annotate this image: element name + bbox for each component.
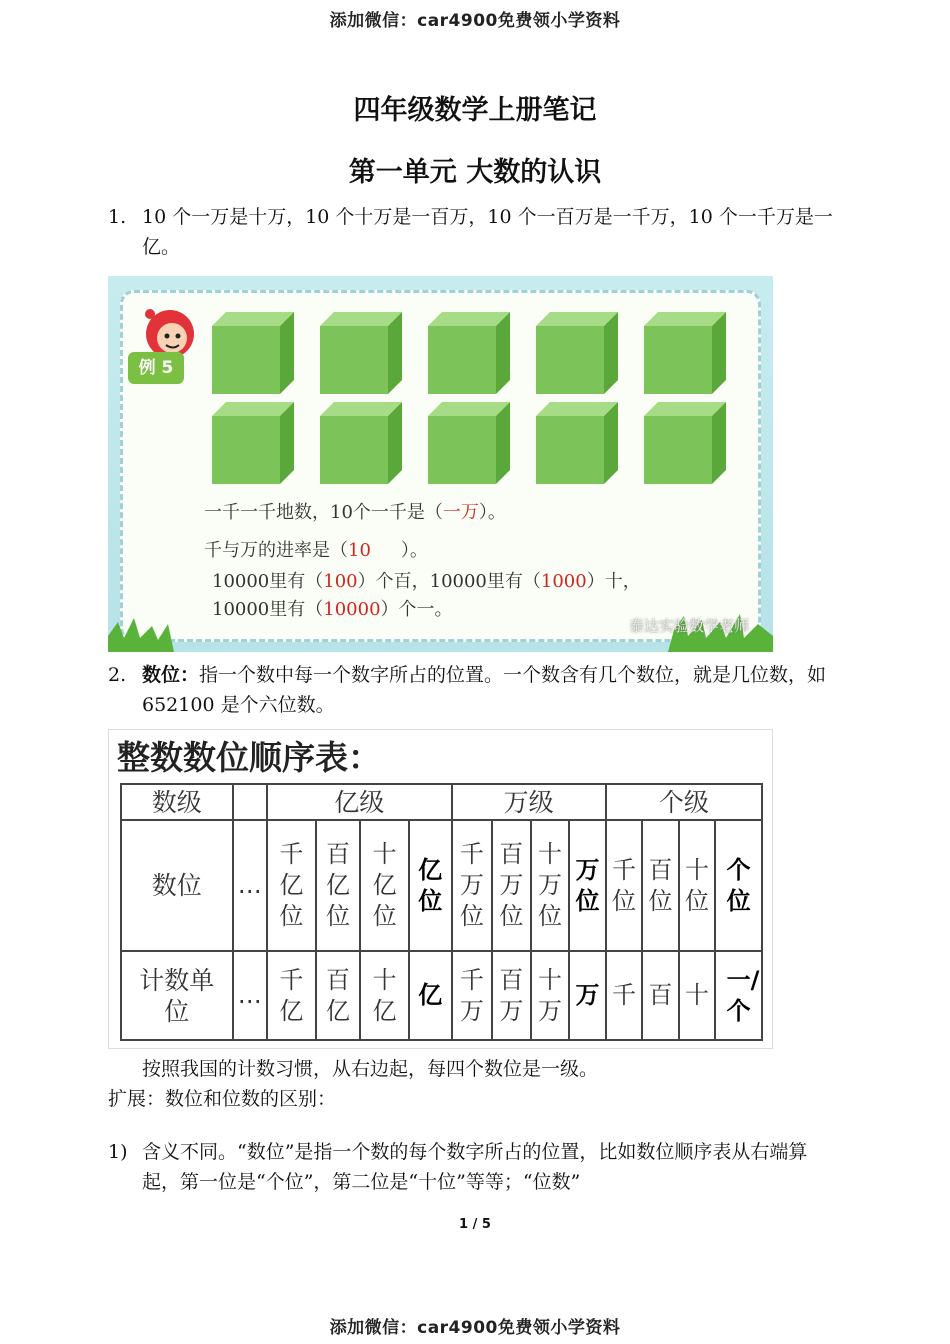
table-cell xyxy=(409,820,452,951)
example-text: ）。 xyxy=(400,540,428,561)
table-cell: … xyxy=(233,951,267,1040)
place-name: 十万位 xyxy=(537,840,562,931)
place-name: 千位 xyxy=(611,855,636,915)
table-cell xyxy=(316,820,361,951)
place-name: 千万位 xyxy=(459,840,484,931)
table-cell xyxy=(233,784,267,820)
term-label: 数位： xyxy=(142,664,200,686)
item-text xyxy=(108,660,838,720)
answer-text: 100 xyxy=(323,571,358,592)
table-cell xyxy=(606,820,643,951)
counting-unit: 万 xyxy=(575,981,600,1010)
table-cell xyxy=(409,951,452,1040)
list-item-1 xyxy=(108,202,838,262)
thousand-cube xyxy=(644,402,726,484)
table-cell xyxy=(360,820,409,951)
table-row xyxy=(121,784,762,820)
counting-unit: 千万 xyxy=(459,965,484,1025)
example-text: 10000里有（ xyxy=(212,599,324,620)
table-cell xyxy=(267,820,316,951)
example-text: ）。 xyxy=(478,502,506,523)
table-cell xyxy=(121,951,233,1040)
item-text: 10 个一万是十万，10 个十万是一百万，10 个一百万是一千万，10 个一千万是一亿。 xyxy=(142,206,833,258)
counting-unit: 十亿 xyxy=(372,965,397,1025)
item-text: 含义不同。“数位”是指一个数的每个数字所占的位置，比如数位顺序表从右端算起，第一位是“个位”，第二位是“十位”等等；“位数” xyxy=(142,1141,808,1193)
counting-unit: 亿 xyxy=(418,981,443,1010)
table-cell xyxy=(642,951,679,1040)
counting-unit: 千 xyxy=(611,981,636,1010)
table-cell xyxy=(531,820,570,951)
place-name: 十位 xyxy=(684,855,709,915)
place-name: 百位 xyxy=(648,855,673,915)
unit-title: 第一单元 大数的认识 xyxy=(348,157,602,188)
table-cell: 万级 xyxy=(452,784,606,820)
thousand-cube xyxy=(212,312,294,394)
table-cell xyxy=(679,951,716,1040)
counting-unit: 一/个 xyxy=(726,965,760,1025)
row-label: 计数单位 xyxy=(139,965,215,1026)
table-cell xyxy=(492,951,531,1040)
answer-text: 1000 xyxy=(540,571,587,592)
table-cell xyxy=(360,951,409,1040)
example-tag: 例 5 xyxy=(128,352,184,384)
table-cell xyxy=(492,820,531,951)
table-title: 整数数位顺序表： xyxy=(117,738,381,777)
counting-unit: 十 xyxy=(684,981,709,1010)
table-cell xyxy=(715,820,762,951)
example-text: ）个百，10000里有（ xyxy=(357,571,541,592)
example-text: 一千一千地数，10个一千是（ xyxy=(204,502,443,523)
footer-watermark: 添加微信：car4900免费领小学资料 xyxy=(329,1318,621,1338)
header-faint-text xyxy=(0,24,950,38)
image-credit: 泰达实验数学老师 xyxy=(628,617,749,635)
answer-text: 10000 xyxy=(323,599,381,620)
thousand-cube xyxy=(320,312,402,394)
example-line-1 xyxy=(204,498,506,524)
table-cell xyxy=(715,951,762,1040)
table-cell: 数位 xyxy=(121,820,233,951)
example-line-3 xyxy=(212,567,641,593)
item-number: 1. xyxy=(108,206,127,228)
term-definition: 指一个数中每一个数字所占的位置。一个数含有几个数位，就是几位数，如 652100 是个六位数。 xyxy=(142,664,827,716)
place-value-table xyxy=(120,783,763,1041)
table-cell xyxy=(452,820,493,951)
place-name: 亿位 xyxy=(418,855,443,915)
example-text: ）个一。 xyxy=(380,599,453,620)
table-cell xyxy=(569,951,606,1040)
table-cell xyxy=(679,820,716,951)
item-number: 2. xyxy=(108,664,127,686)
example-illustration xyxy=(108,276,773,652)
table-cell: 个级 xyxy=(606,784,762,820)
example-text: 千与万的进率是（ xyxy=(204,540,348,561)
header-watermark: 添加微信：car4900免费领小学资料 xyxy=(329,11,621,31)
thousand-cube xyxy=(536,312,618,394)
table-cell: 亿级 xyxy=(267,784,452,820)
paragraph-grouping: 按照我国的计数习惯，从右边起，每四个数位是一级。 xyxy=(142,1058,599,1080)
counting-unit: 百万 xyxy=(499,965,524,1025)
example-text: 10000里有（ xyxy=(212,571,324,592)
table-cell xyxy=(452,951,493,1040)
page-number: 1 / 5 xyxy=(459,1217,491,1232)
table-row xyxy=(121,820,762,951)
thousand-cube xyxy=(644,312,726,394)
table-cell xyxy=(267,951,316,1040)
table-cell xyxy=(642,820,679,951)
counting-unit: 百 xyxy=(648,981,673,1010)
place-name: 百亿位 xyxy=(325,840,350,931)
list-item-3 xyxy=(108,1137,838,1197)
counting-unit: 百亿 xyxy=(325,965,350,1025)
table-cell xyxy=(531,951,570,1040)
item-number: 1) xyxy=(108,1141,128,1163)
table-cell: … xyxy=(233,820,267,951)
paragraph-extension: 扩展：数位和位数的区别： xyxy=(108,1088,337,1110)
thousand-cube xyxy=(320,402,402,484)
answer-text: 10 xyxy=(348,540,371,561)
thousand-cube xyxy=(428,402,510,484)
table-cell xyxy=(606,951,643,1040)
place-name: 十亿位 xyxy=(372,840,397,931)
place-value-table-image xyxy=(108,729,773,1049)
thousand-cube xyxy=(536,402,618,484)
place-name: 个位 xyxy=(726,855,751,915)
table-cell xyxy=(569,820,606,951)
place-name: 万位 xyxy=(575,855,600,915)
counting-unit: 千亿 xyxy=(279,965,304,1025)
thousand-cube xyxy=(212,402,294,484)
answer-text: 一万 xyxy=(442,502,479,523)
place-name: 百万位 xyxy=(499,840,524,931)
document-title: 四年级数学上册笔记 xyxy=(353,95,597,126)
table-cell xyxy=(316,951,361,1040)
thousand-cube xyxy=(428,312,510,394)
counting-unit: 十万 xyxy=(537,965,562,1025)
list-item-2 xyxy=(108,660,838,720)
example-text: ）十， xyxy=(586,571,641,592)
table-cell: 数级 xyxy=(121,784,233,820)
table-row xyxy=(121,951,762,1040)
example-line-2 xyxy=(204,536,428,562)
place-name: 千亿位 xyxy=(279,840,304,931)
